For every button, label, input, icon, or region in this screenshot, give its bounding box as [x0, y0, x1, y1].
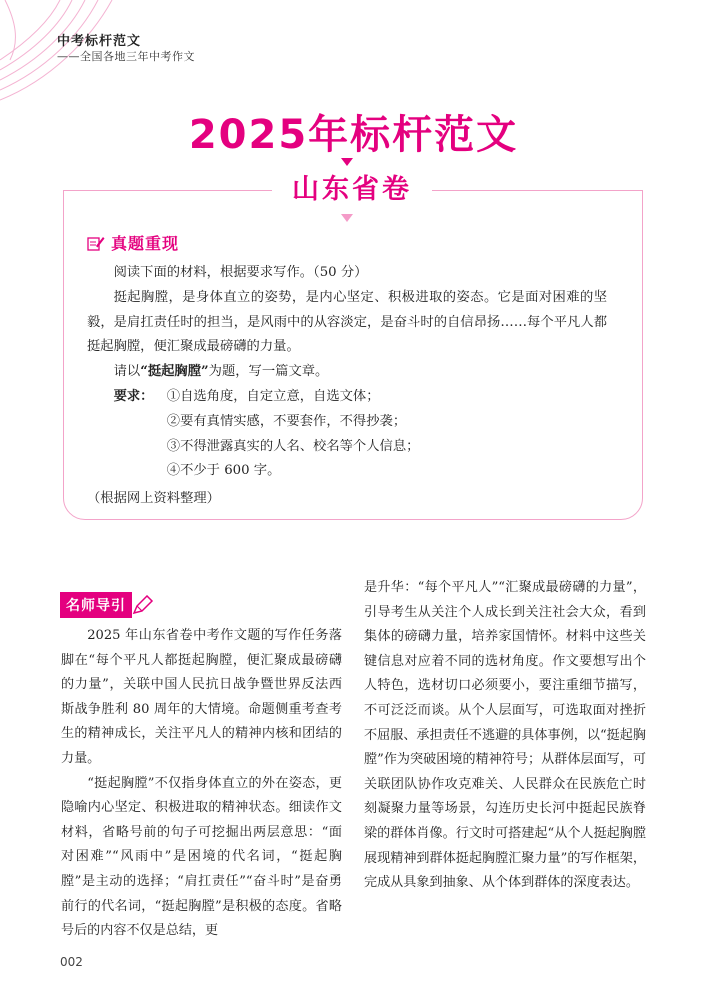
triangle-down-icon [341, 158, 353, 166]
triangle-down-icon [341, 214, 353, 222]
pencil-icon [132, 595, 154, 615]
requirement-row [87, 410, 607, 435]
question-body [87, 261, 607, 512]
question-task [87, 360, 607, 385]
province-heading [272, 170, 432, 210]
page-title: 2025年标杆范文 [188, 112, 519, 158]
requirement-item: ②要有真情实感，不要套作，不得抄袭； [166, 413, 407, 429]
pencil-note-icon [87, 235, 105, 251]
page-number: 002 [60, 955, 83, 969]
series-title: 中考标杆范文 [57, 34, 142, 49]
question-section-head [87, 231, 179, 254]
requirement-item: ①自选角度，自定立意，自选文体； [166, 388, 380, 404]
series-subtitle: ——全国各地三年中考作文 [57, 50, 195, 63]
requirement-item: ③不得泄露真实的人名、校名等个人信息； [166, 438, 420, 454]
requirement-row [87, 435, 607, 460]
province-label: 山东省卷 [292, 174, 412, 205]
guide-left-column [61, 624, 342, 944]
task-suffix: 为题，写一篇文章。 [208, 364, 329, 380]
guide-section-head [60, 592, 154, 618]
task-topic: “挺起胸膛” [140, 364, 209, 380]
task-prefix: 请以 [113, 364, 141, 380]
requirement-row [87, 459, 607, 484]
requirement-item: ④不少于 600 字。 [166, 463, 281, 479]
question-material: 挺起胸膛，是身体直立的姿势，是内心坚定、积极进取的姿态。它是面对困难的坚毅，是肩扛责任时的担当，是风雨中的从容淡定，是奋斗时的自信昂扬……每个平凡人都挺起胸膛，便汇聚成最磅礴的力量。 [87, 289, 607, 355]
guide-label: 名师导引 [60, 592, 132, 618]
source-note: （根据网上资料整理） [87, 491, 220, 507]
requirements-label: 要求： [113, 388, 154, 404]
requirement-row [87, 385, 607, 410]
guide-paragraph: 是升华：“每个平凡人”“汇聚成最磅礴的力量”，引导考生从关注个人成长到关注社会大众，看到集体的磅礴力量，培养家国情怀。材料中这些关键信息对应着不同的选材角度。作文要想写出个人特色，选材切口必须要小，要注重细节描写，不可泛泛而谈。从个人层面写，可选取面对挫折不屈服、承担责任不逃避的具体事例，以“挺起胸膛”作为突破困境的精神符号；从群体层面写，可关联团队协作攻克难关、人民群众在民族危亡时刻凝聚力量等场景，勾连历史长河中挺起民族脊梁的群体肖像。行文时可搭建起“从个人挺起胸膛展现精神到群体挺起胸膛汇聚力量”的写作框架，完成从具象到抽象、从个体到群体的深度表达。 [364, 580, 646, 891]
question-intro: 阅读下面的材料，根据要求写作。（50 分） [113, 265, 368, 280]
guide-paragraph: 2025 年山东省卷中考作文题的写作任务落脚在“每个平凡人都挺起胸膛，便汇聚成最磅礴的力量”，关联中国人民抗日战争暨世界反法西斯战争胜利 80 周年的大情境。命题侧重考查考生的精神成长，关注平凡人的精神内核和团结的力量。 [61, 628, 342, 766]
question-section-label: 真题重现 [111, 234, 180, 253]
guide-right-column [364, 576, 646, 896]
guide-paragraph: “挺起胸膛”不仅指身体直立的外在姿态，更隐喻内心坚定、积极进取的精神状态。细读作文材料，省略号前的句子可挖掘出两层意思：“面对困难”“风雨中”是困境的代名词，“挺起胸膛”是主动的选择；“肩扛责任”“奋斗时”是奋勇前行的代名词，“挺起胸膛”是积极的态度。省略号后的内容不仅是总结，更 [61, 775, 342, 939]
